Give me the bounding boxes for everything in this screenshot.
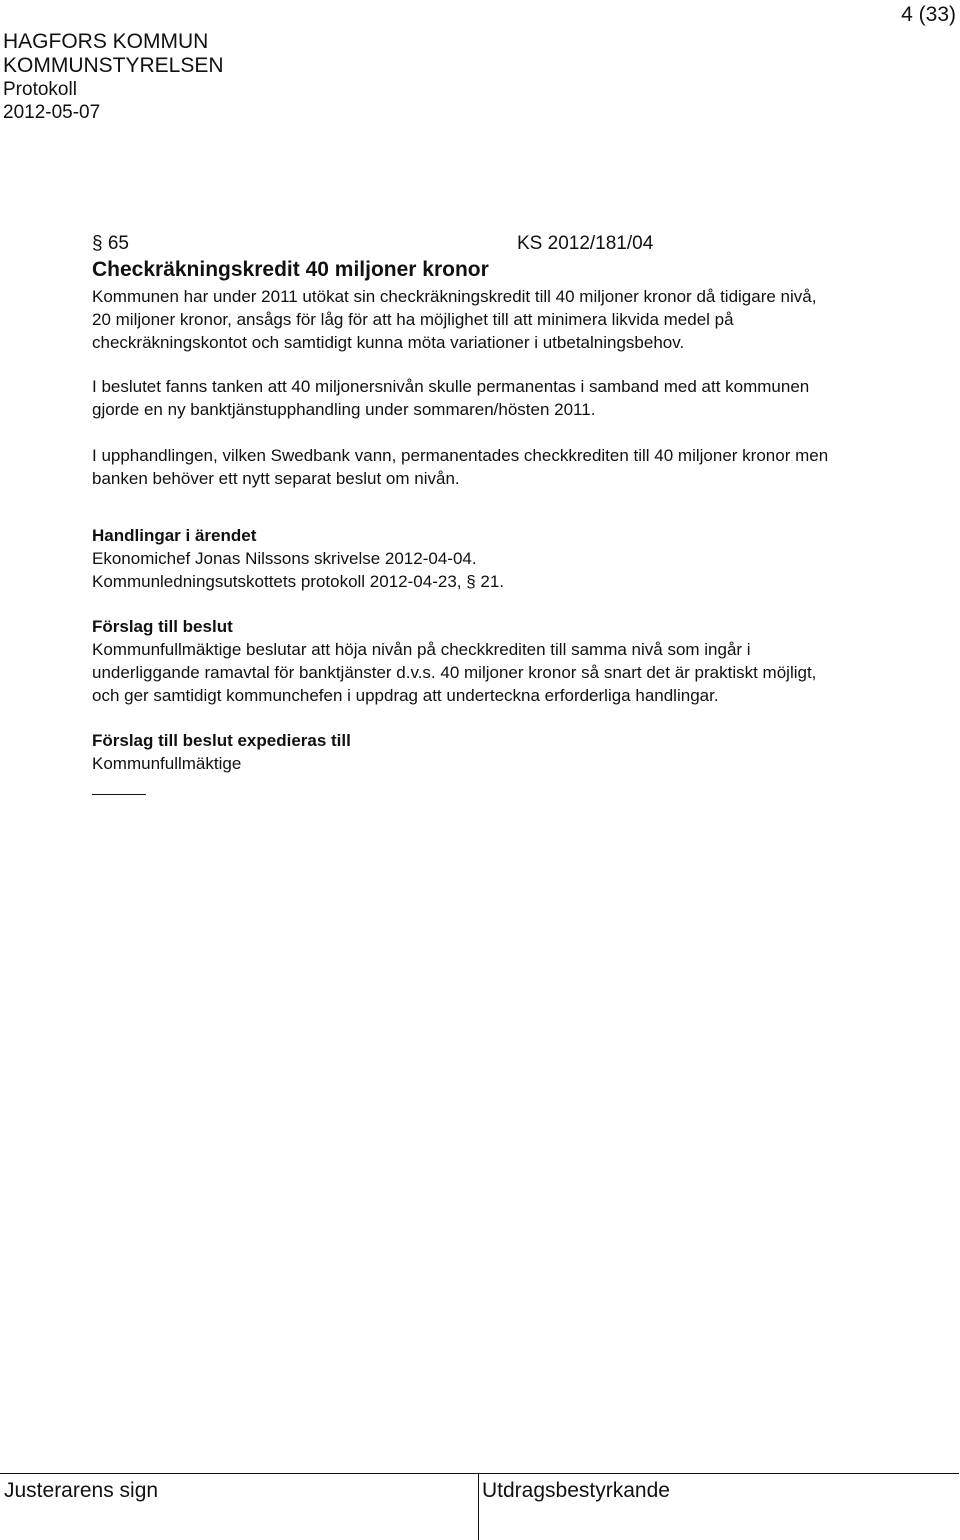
dispatch-section: [92, 729, 954, 775]
certified-extract-label: Utdragsbestyrkande: [482, 1479, 670, 1502]
dispatch-recipient: Kommunfullmäktige: [92, 754, 242, 773]
document-date: 2012-05-07: [3, 102, 101, 123]
text-line: I beslutet fanns tanken att 40 miljonersnivån skulle permanentas i samband med att kommunen: [92, 377, 810, 396]
text-line: underliggande ramavtal för banktjänster d.v.s. 40 miljoner kronor så snart det är praktiskt möjligt,: [92, 663, 817, 682]
documents-section: [92, 524, 954, 593]
text-line: checkräkningskontot och samtidigt kunna möta variationer i utbetalningsbehov.: [92, 333, 685, 352]
text-line: gjorde en ny banktjänstupphandling under sommaren/hösten 2011.: [92, 400, 596, 419]
decision-background-paragraph: [92, 375, 954, 421]
text-line: Kommunfullmäktige beslutar att höja nivån på checkkrediten till samma nivå som ingår i: [92, 640, 751, 659]
proposal-section: [92, 615, 954, 707]
signature-footer: [0, 1473, 960, 1539]
section-title: Checkräkningskredit 40 miljoner kronor: [92, 258, 489, 281]
document-item: Kommunledningsutskottets protokoll 2012-04-23, § 21.: [92, 572, 505, 591]
page-number: 4 (33): [901, 3, 956, 26]
document-item: Ekonomichef Jonas Nilssons skrivelse 2012-04-04.: [92, 549, 477, 568]
text-line: I upphandlingen, vilken Swedbank vann, permanentades checkkrediten till 40 miljoner kronor men: [92, 446, 829, 465]
board-name: KOMMUNSTYRELSEN: [3, 54, 224, 77]
documents-heading: Handlingar i ärendet: [92, 526, 257, 545]
certified-extract-box: [478, 1473, 959, 1540]
text-line: och ger samtidigt kommunchefen i uppdrag att underteckna erforderliga handlingar.: [92, 686, 719, 705]
section-end-rule: [92, 794, 146, 795]
adjuster-sign-label: Justerarens sign: [4, 1479, 159, 1502]
text-line: Kommunen har under 2011 utökat sin checkräkningskredit till 40 miljoner kronor då tidigare nivå,: [92, 287, 817, 306]
intro-paragraph: [92, 285, 954, 354]
paragraph-number: § 65: [92, 233, 129, 254]
text-line: 20 miljoner kronor, ansågs för låg för att ha möjlighet till att minimera likvida medel på: [92, 310, 734, 329]
proposal-heading: Förslag till beslut: [92, 617, 233, 636]
procurement-paragraph: [92, 444, 954, 490]
municipality-name: HAGFORS KOMMUN: [3, 30, 209, 53]
document-type: Protokoll: [3, 79, 77, 100]
text-line: banken behöver ett nytt separat beslut om nivån.: [92, 469, 460, 488]
case-number: KS 2012/181/04: [517, 233, 654, 254]
dispatch-heading: Förslag till beslut expedieras till: [92, 731, 351, 750]
adjuster-sign-box: [0, 1473, 479, 1540]
